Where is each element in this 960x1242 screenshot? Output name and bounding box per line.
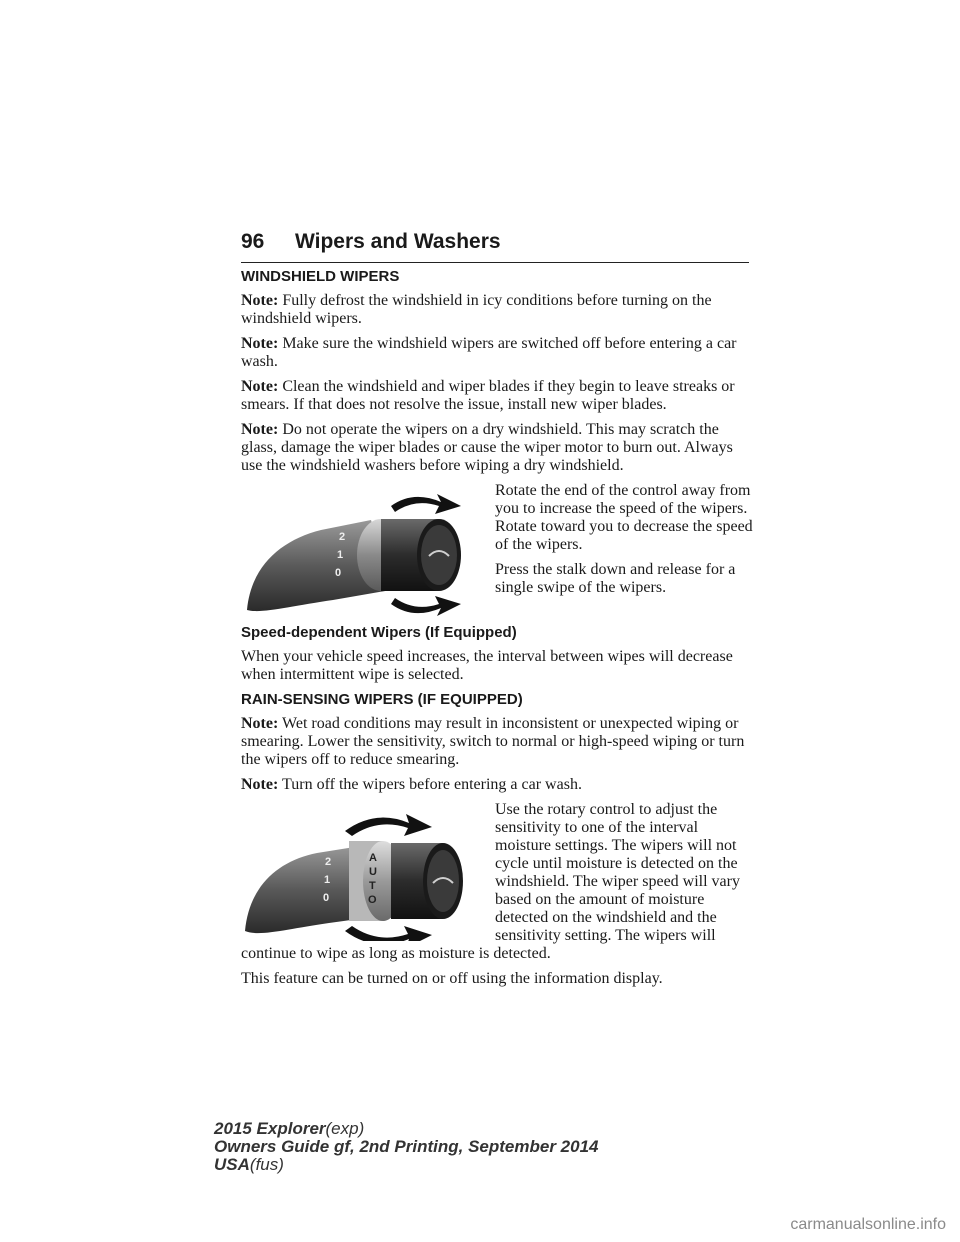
note-label: Note: — [241, 715, 279, 732]
note-text: Turn off the wipers before entering a car wash. — [282, 776, 582, 793]
note-text: Make sure the windshield wipers are switched off before entering a car wash. — [241, 335, 737, 370]
page-number: 96 — [241, 230, 265, 253]
footer-region-code: (fus) — [249, 1155, 284, 1174]
note-label: Note: — [241, 421, 279, 438]
note-text: Wet road conditions may result in inconsistent or unexpected wiping or smearing. Lower the sensitivity, switch to normal or high-speed wiping or turn the wipers off to reduce smearing. — [241, 715, 745, 768]
rain-sensing-heading: RAIN-SENSING WIPERS (IF EQUIPPED) — [241, 691, 523, 708]
speed-label-1: 1 — [324, 874, 331, 886]
rain-sensing-stalk-illustration — [241, 801, 487, 941]
speed-label-0: 0 — [335, 567, 342, 579]
rotate-instruction: Rotate the end of the control away from you to increase the speed of the wipers. Rotate toward you to decrease the speed of the wipers. — [495, 482, 753, 553]
footer-guide: Owners Guide gf, 2nd Printing, September 2014 — [214, 1137, 599, 1156]
note-paragraph — [241, 421, 753, 475]
press-instruction: Press the stalk down and release for a single swipe of the wipers. — [495, 561, 736, 596]
chapter-title: Wipers and Washers — [295, 230, 501, 253]
note-label: Note: — [241, 292, 279, 309]
speed-label-0: 0 — [323, 892, 330, 904]
note-label: Note: — [241, 776, 279, 793]
wiper-stalk-illustration — [241, 482, 487, 618]
note-text: Clean the windshield and wiper blades if they begin to leave streaks or smears. If that does not resolve the issue, install new wiper blades. — [241, 378, 735, 413]
document-footer — [214, 1120, 598, 1174]
footer-model-line — [214, 1120, 598, 1138]
speed-dependent-heading: Speed-dependent Wipers (If Equipped) — [241, 624, 517, 641]
speed-label-1: 1 — [337, 549, 344, 561]
note-text: Do not operate the wipers on a dry windshield. This may scratch the glass, damage the wiper blades or cause the wiper motor to burn out. Always use the windshield washers before wiping a dry windshield. — [241, 421, 733, 474]
page-header — [241, 230, 749, 263]
speed-label-2: 2 — [339, 531, 346, 543]
note-label: Note: — [241, 378, 279, 395]
note-paragraph — [241, 292, 753, 328]
rain-sensing-figure-row — [241, 801, 753, 988]
auto-label-t: T — [369, 880, 376, 892]
auto-label-u: U — [369, 866, 377, 878]
footer-model-code: (exp) — [325, 1119, 365, 1138]
rotary-control-instruction: Use the rotary control to adjust the sensitivity to one of the interval moisture settings. The wipers will not cycle until moisture is detected on the windshield. The wiper speed will vary based on the amount of moisture detected on the windshield and the sensitivity setting. The wipers will continue to wipe as long as moisture is detected. — [241, 801, 740, 962]
note-paragraph — [241, 335, 753, 371]
note-paragraph — [241, 776, 753, 794]
footer-region: USA — [214, 1155, 250, 1174]
information-display-text: This feature can be turned on or off using the information display. — [241, 970, 663, 987]
wiper-control-figure-row — [241, 482, 753, 618]
note-label: Note: — [241, 335, 279, 352]
note-paragraph — [241, 378, 753, 414]
speed-dependent-text: When your vehicle speed increases, the interval between wipes will decrease when intermittent wipe is selected. — [241, 648, 733, 683]
footer-region-line — [214, 1156, 598, 1174]
windshield-wipers-heading: WINDSHIELD WIPERS — [241, 268, 400, 285]
auto-label-o: O — [368, 894, 377, 906]
speed-label-2: 2 — [325, 856, 332, 868]
note-paragraph — [241, 715, 753, 769]
footer-model: 2015 Explorer — [214, 1119, 326, 1138]
page-content — [241, 268, 753, 995]
note-text: Fully defrost the windshield in icy conditions before turning on the windshield wipers. — [241, 292, 712, 327]
auto-label-a: A — [369, 852, 377, 864]
watermark: carmanualsonline.info — [790, 1216, 946, 1233]
